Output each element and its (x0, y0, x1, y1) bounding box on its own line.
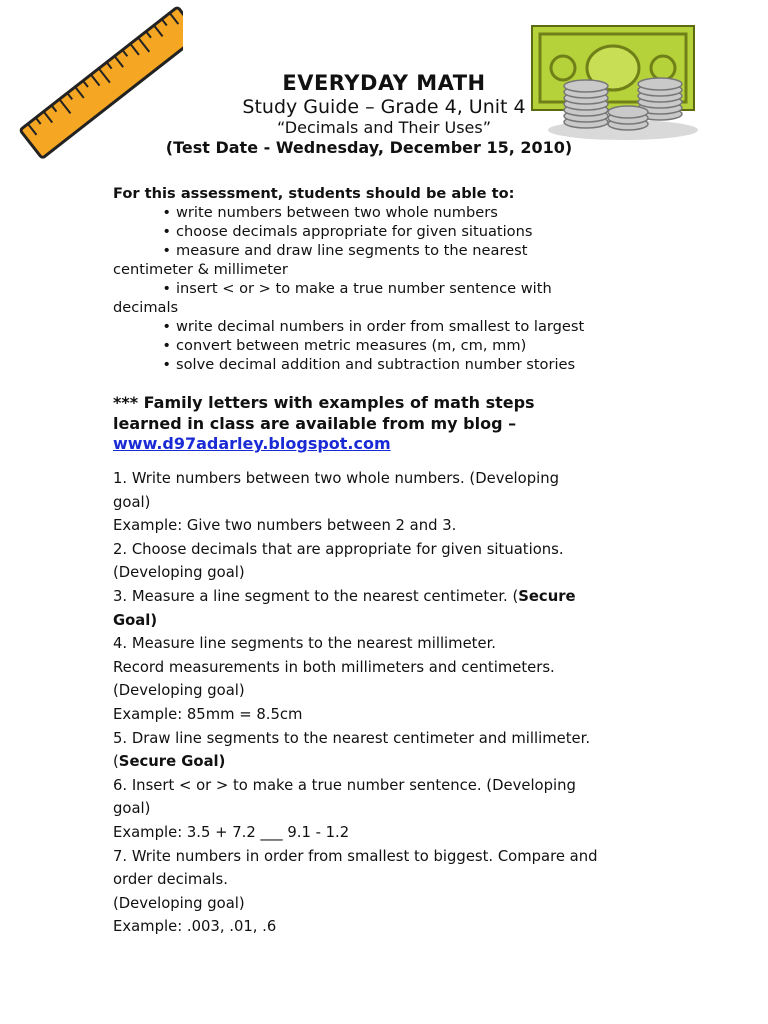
bullet-icon: • (162, 204, 171, 221)
page-subtitle: Study Guide – Grade 4, Unit 4 (242, 96, 526, 118)
list-item-continuation: decimals (113, 299, 179, 316)
goal-2: 2. Choose decimals that are appropriate for given situations. (113, 540, 564, 558)
goal-6: 6. Insert < or > to make a true number sentence. (Developing (113, 776, 576, 794)
goals-section: 1. Write numbers between two whole numbers. (Developing goal) Example: Give two numbers between 2 and 3. 2. Choose decimals that are appropriate for given situations. (Developing goal) 3. Measure a line segment to the nearest centimeter. (Secure Goal) 4. Measure line segments to the nearest millimeter. Record measurements in both millimeters and centimeters. (Developing goal) Example: 85mm = 8.5cm 5. Draw line segments to the nearest centimeter and millimeter. (Secure Goal) 6. Insert < or > to make a true number sentence. (Developing goal) Example: 3.5 + 7.2 ___ 9.1 - 1.2 7. Write numbers in order from smallest to biggest. Compare and order decimals. (Developing goal) Example: .003, .01, .6 (113, 467, 683, 939)
goal-4: 4. Measure line segments to the nearest millimeter. (113, 635, 497, 653)
bullet-icon: • (162, 337, 171, 354)
list-item: • write numbers between two whole numbers (113, 203, 633, 222)
blog-link[interactable]: www.d97adarley.blogspot.com (113, 434, 391, 453)
bullet-icon: • (162, 242, 171, 259)
bullet-icon: • (162, 318, 171, 335)
goal-3: 3. Measure a line segment to the nearest centimeter. (Secure (113, 587, 576, 605)
list-item-continuation: centimeter & millimeter (113, 261, 288, 278)
page-title: EVERYDAY MATH (282, 71, 486, 95)
list-item: • convert between metric measures (m, cm, mm) (113, 336, 633, 355)
assessment-section (113, 184, 633, 374)
list-item: • insert < or > to make a true number sentence with (113, 279, 633, 298)
list-item: • write decimal numbers in order from smallest to largest (113, 317, 633, 336)
header (0, 70, 768, 159)
bullet-icon: • (162, 356, 171, 373)
list-item: • choose decimals appropriate for given situations (113, 222, 633, 241)
goal-7: 7. Write numbers in order from smallest to biggest. Compare and (113, 847, 598, 865)
test-date: (Test Date - Wednesday, December 15, 2010) (165, 138, 573, 157)
list-item: • measure and draw line segments to the nearest (113, 241, 633, 260)
assessment-list (113, 203, 633, 374)
bullet-icon: • (162, 223, 171, 240)
family-letters-note: *** Family letters with examples of math steps learned in class are available from my blog – www.d97adarley.blogspot.com (113, 393, 535, 453)
list-item: • solve decimal addition and subtraction number stories (113, 355, 633, 374)
goal-1: 1. Write numbers between two whole numbers. (Developing (113, 470, 559, 487)
goal-5: 5. Draw line segments to the nearest centimeter and millimeter. (113, 729, 591, 747)
goal-4-example: Example: 85mm = 8.5cm (113, 705, 303, 723)
bullet-icon: • (162, 280, 171, 297)
unit-topic: “Decimals and Their Uses” (276, 118, 492, 137)
assessment-intro: For this assessment, students should be able to: (113, 185, 515, 202)
goal-6-example: Example: 3.5 + 7.2 ___ 9.1 - 1.2 (113, 823, 350, 841)
goal-7-example: Example: .003, .01, .6 (113, 918, 277, 936)
goal-1-example: Example: Give two numbers between 2 and 3. (113, 517, 457, 535)
